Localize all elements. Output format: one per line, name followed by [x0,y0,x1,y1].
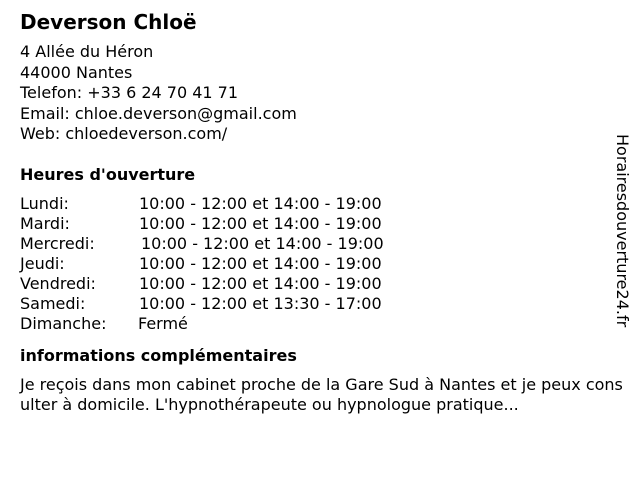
hours-row-wednesday [20,234,625,254]
day-hours: Fermé [138,313,188,333]
day-hours: 10:00 - 12:00 et 14:00 - 19:00 [139,213,382,233]
day-hours: 10:00 - 12:00 et 14:00 - 19:00 [139,193,382,213]
hours-row-friday [20,274,625,294]
day-label: Vendredi: [20,273,96,293]
day-hours: 10:00 - 12:00 et 14:00 - 19:00 [139,273,382,293]
business-name: Deverson Chloë [20,10,197,34]
hours-table [20,194,625,334]
day-label: Dimanche: [20,313,107,333]
day-label: Lundi: [20,193,69,213]
hours-row-sunday [20,314,625,334]
business-card [20,9,625,415]
hours-title: Heures d'ouverture [20,164,196,184]
day-hours: 10:00 - 12:00 et 13:30 - 17:00 [139,293,382,313]
info-text: Je reçois dans mon cabinet proche de la Gare Sud à Nantes et je peux consulter à domicile. L'hypnothérapeute ou hypnologue pratique... [20,374,623,414]
phone-line: Telefon: +33 6 24 70 41 71 [20,83,239,102]
site-watermark: Horairesdouverture24.fr [613,134,632,328]
email-line: Email: chloe.deverson@gmail.com [20,103,297,123]
hours-row-thursday [20,254,625,274]
day-hours: 10:00 - 12:00 et 14:00 - 19:00 [141,233,384,253]
web-line: Web: chloedeverson.com/ [20,124,228,143]
address-line-1: 4 Allée du Héron [20,42,154,61]
hours-row-tuesday [20,214,625,234]
day-label: Mercredi: [20,233,95,253]
info-title: informations complémentaires [20,345,297,365]
day-label: Mardi: [20,213,70,233]
hours-row-monday [20,194,625,214]
hours-row-saturday [20,294,625,314]
day-label: Samedi: [20,293,86,313]
day-label: Jeudi: [20,253,65,273]
day-hours: 10:00 - 12:00 et 14:00 - 19:00 [139,253,382,273]
address-line-2: 44000 Nantes [20,62,133,82]
